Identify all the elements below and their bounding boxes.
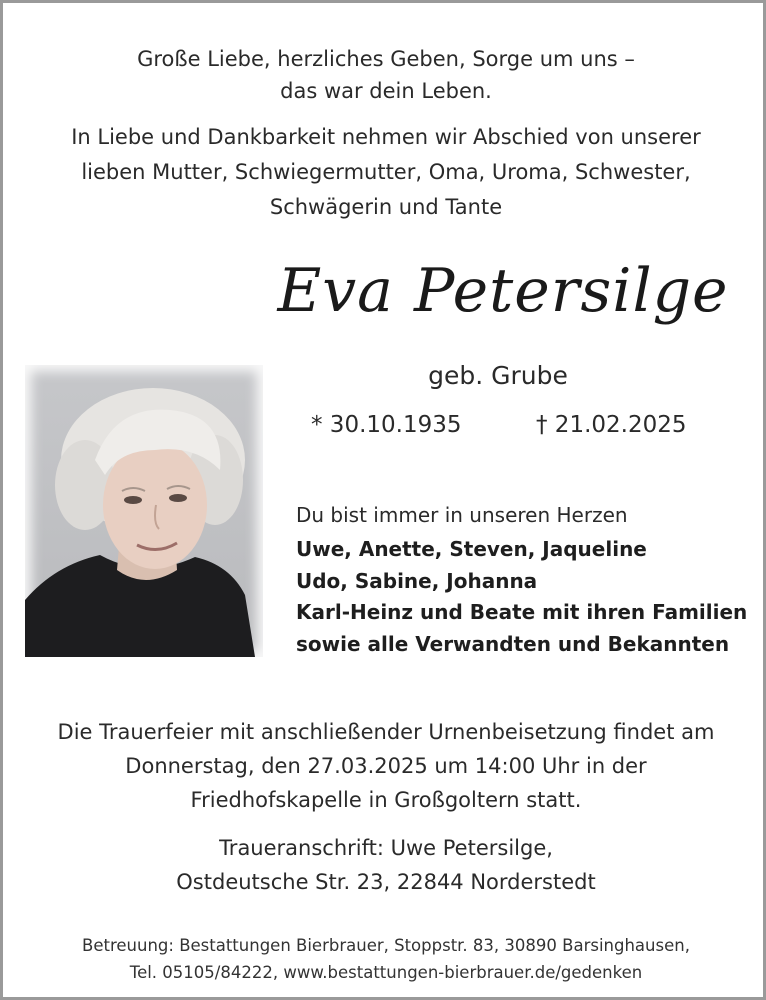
motto	[3, 43, 766, 107]
service-line: Donnerstag, den 27.03.2025 um 14:00 Uhr in der	[125, 754, 647, 778]
family-line: Udo, Sabine, Johanna	[296, 568, 538, 593]
deceased-name: Eva Petersilge	[277, 256, 729, 326]
family-line: Karl-Heinz und Beate mit ihren Familien	[296, 600, 748, 624]
farewell-line: lieben Mutter, Schwiegermutter, Oma, Uroma, Schwester,	[81, 160, 691, 184]
address-line: Traueranschrift: Uwe Petersilge,	[219, 836, 553, 860]
family-line: Uwe, Anette, Steven, Jaqueline	[296, 537, 647, 561]
portrait-photo	[25, 365, 263, 657]
portrait-illustration	[25, 365, 263, 657]
farewell-line: Schwägerin und Tante	[269, 195, 503, 219]
address-line: Ostdeutsche Str. 23, 22844 Norderstedt	[176, 870, 596, 894]
family-list	[296, 534, 747, 660]
heart-line: Du bist immer in unseren Herzen	[296, 503, 628, 527]
motto-line: Große Liebe, herzliches Geben, Sorge um uns –	[137, 47, 635, 71]
maiden-name: geb. Grube	[428, 361, 568, 390]
farewell-line: In Liebe und Dankbarkeit nehmen wir Abschied von unserer	[71, 125, 701, 149]
mourning-address	[3, 831, 766, 899]
farewell-text	[3, 120, 766, 225]
motto-line: das war dein Leben.	[280, 79, 492, 103]
undertaker-line: Tel. 05105/84222, www.bestattungen-bierbrauer.de/gedenken	[129, 963, 643, 982]
death-date: † 21.02.2025	[536, 412, 687, 438]
funeral-service-info	[3, 715, 766, 817]
undertaker-line: Betreuung: Bestattungen Bierbrauer, Stoppstr. 83, 30890 Barsinghausen,	[82, 936, 690, 955]
family-line: sowie alle Verwandten und Bekannten	[296, 631, 730, 656]
undertaker-info	[3, 932, 766, 986]
service-line: Friedhofskapelle in Großgoltern statt.	[190, 788, 582, 812]
service-line: Die Trauerfeier mit anschließender Urnenbeisetzung findet am	[57, 720, 715, 744]
birth-date: * 30.10.1935	[311, 412, 462, 438]
